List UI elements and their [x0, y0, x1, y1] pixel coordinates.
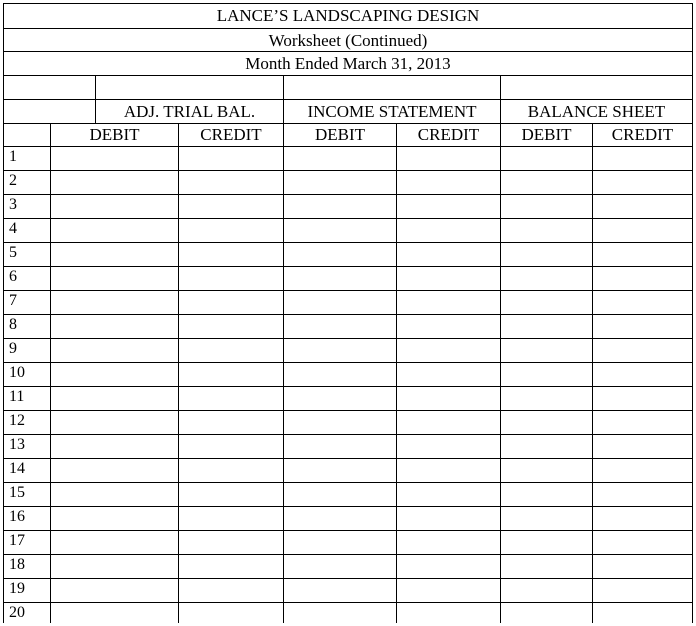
row-number: 15: [9, 484, 25, 501]
row-number: 8: [9, 316, 17, 333]
income-statement-credit-header: CREDIT: [417, 125, 480, 144]
grid-line: [3, 458, 693, 459]
row-number: 4: [9, 220, 17, 237]
grid-line: [3, 362, 693, 363]
balance-sheet-heading: BALANCE SHEET: [527, 102, 666, 121]
grid-line: [3, 530, 693, 531]
grid-line: [3, 194, 693, 195]
grid-line: [500, 75, 501, 623]
grid-line: [3, 554, 693, 555]
grid-line: [3, 482, 693, 483]
grid-line: [3, 266, 693, 267]
row-number: 14: [9, 460, 25, 477]
row-number: 11: [9, 388, 25, 405]
grid-line: [692, 3, 693, 623]
grid-line: [3, 3, 4, 623]
row-number: 19: [9, 580, 25, 597]
balance-sheet-debit-header: DEBIT: [521, 125, 572, 144]
grid-line: [178, 123, 179, 623]
worksheet-period: Month Ended March 31, 2013: [245, 54, 451, 73]
company-name: LANCE’S LANDSCAPING DESIGN: [216, 6, 480, 25]
row-number: 12: [9, 412, 25, 429]
row-number: 1: [9, 148, 17, 165]
grid-line: [3, 218, 693, 219]
row-number: 20: [9, 604, 25, 621]
row-number: 18: [9, 556, 25, 573]
worksheet-title: Worksheet (Continued): [268, 31, 428, 50]
row-number: 2: [9, 172, 17, 189]
grid-line: [3, 51, 693, 52]
grid-line: [3, 290, 693, 291]
adj-trial-balance-debit-header: DEBIT: [89, 125, 140, 144]
grid-line: [3, 314, 693, 315]
grid-line: [592, 123, 593, 623]
grid-line: [396, 123, 397, 623]
row-number: 6: [9, 268, 17, 285]
row-number: 17: [9, 532, 25, 549]
grid-line: [283, 75, 284, 623]
row-number: 16: [9, 508, 25, 525]
grid-line: [3, 99, 693, 100]
grid-line: [3, 123, 693, 124]
grid-line: [3, 338, 693, 339]
income-statement-heading: INCOME STATEMENT: [307, 102, 477, 121]
grid-line: [3, 410, 693, 411]
grid-line: [3, 146, 693, 147]
adj-trial-balance-heading: ADJ. TRIAL BAL.: [123, 102, 256, 121]
row-number: 5: [9, 244, 17, 261]
grid-line: [3, 170, 693, 171]
row-number: 3: [9, 196, 17, 213]
grid-line: [3, 578, 693, 579]
grid-line: [3, 386, 693, 387]
grid-line: [3, 506, 693, 507]
row-number: 13: [9, 436, 25, 453]
grid-line: [3, 28, 693, 29]
grid-line: [3, 434, 693, 435]
row-number: 10: [9, 364, 25, 381]
grid-line: [3, 3, 693, 4]
adj-trial-balance-credit-header: CREDIT: [200, 125, 262, 144]
grid-line: [50, 123, 51, 623]
row-number: 7: [9, 292, 17, 309]
grid-line: [3, 602, 693, 603]
row-number: 9: [9, 340, 17, 357]
grid-line: [3, 242, 693, 243]
balance-sheet-credit-header: CREDIT: [611, 125, 674, 144]
grid-line: [95, 75, 96, 123]
income-statement-debit-header: DEBIT: [314, 125, 366, 144]
grid-line: [3, 75, 693, 76]
